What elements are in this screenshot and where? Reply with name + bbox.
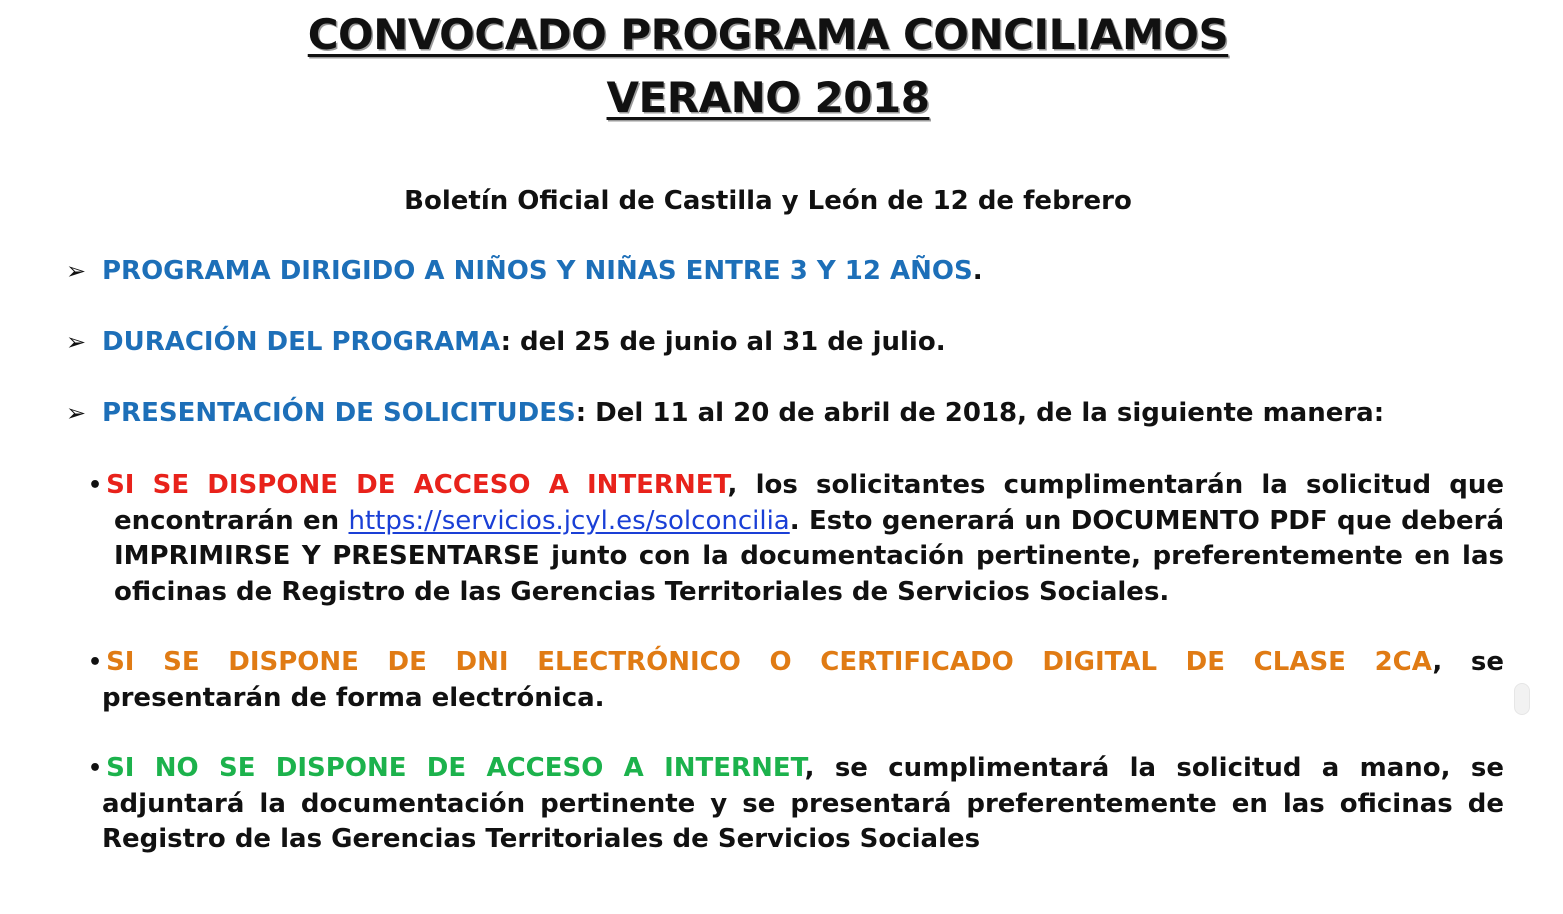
bullet-line [88, 645, 1504, 681]
bullet-line [88, 468, 1504, 504]
bullet-text: presentarán de forma electrónica. [102, 682, 605, 713]
bullet-highlight: SI NO SE DISPONE DE ACCESO A INTERNET [106, 753, 805, 783]
bullet-text: , se cumplimentará la solicitud a mano, se [804, 753, 1504, 783]
bullet-text: , se [1432, 647, 1504, 677]
arrow-item-highlight: DURACIÓN DEL PROGRAMA [102, 327, 501, 357]
arrowhead-bullet-icon: ➢ [66, 399, 87, 427]
arrowhead-bullet-icon: ➢ [66, 328, 87, 356]
bullet-internet-access [88, 468, 1504, 610]
arrow-item-highlight: PRESENTACIÓN DE SOLICITUDES [102, 398, 576, 428]
arrow-item-highlight: PROGRAMA DIRIGIDO A NIÑOS Y NIÑAS ENTRE 3 Y 12 AÑOS [102, 256, 973, 286]
bullet-highlight: SI SE DISPONE DE DNI ELECTRÓNICO O CERTIFICADO DIGITAL DE CLASE 2CA [106, 647, 1433, 677]
document-title-line-2 [0, 73, 1536, 122]
arrow-item-rest: . [972, 256, 983, 286]
bullet-text: IMPRIMIRSE Y PRESENTARSE junto con la documentación pertinente, preferentemente en las [114, 541, 1504, 571]
arrow-item-rest: : Del 11 al 20 de abril de 2018, de la siguiente manera: [575, 398, 1385, 428]
bullet-text: Registro de las Gerencias Territoriales de Servicios Sociales [102, 824, 981, 854]
bullet-text: adjuntará la documentación pertinente y se presentará preferentemente en las oficinas de [102, 788, 1504, 819]
dot-bullet-icon: • [88, 756, 103, 781]
bullet-line [88, 681, 1504, 717]
document-title-line-1 [0, 10, 1536, 59]
document-subtitle: Boletín Oficial de Castilla y León de 12 de febrero [404, 186, 1132, 216]
arrowhead-bullet-icon: ➢ [66, 257, 87, 285]
bullet-line [88, 751, 1504, 787]
bullet-highlight: SI SE DISPONE DE ACCESO A INTERNET [106, 470, 728, 500]
scroll-handle[interactable] [1514, 683, 1530, 715]
dot-bullet-icon: • [88, 473, 103, 498]
dot-bullet-icon: • [88, 650, 103, 675]
bullet-line [88, 787, 1504, 823]
arrow-item-target-age [66, 256, 983, 287]
arrow-item-duration [66, 327, 946, 358]
arrow-item-rest: : del 25 de junio al 31 de julio. [500, 327, 946, 357]
bullet-text: , los solicitantes cumplimentarán la solicitud que [727, 470, 1504, 500]
bullet-electronic-id [88, 645, 1504, 716]
bullet-no-internet [88, 751, 1504, 858]
bullet-line [88, 504, 1504, 540]
bullet-text: oficinas de Registro de las Gerencias Territoriales de Servicios Sociales. [114, 576, 1170, 607]
bullet-text: encontrarán en [114, 505, 349, 536]
bullet-line [88, 539, 1504, 575]
title-text-1: CONVOCADO PROGRAMA CONCILIAMOS [307, 10, 1229, 59]
bullet-line [88, 575, 1504, 611]
title-text-2: VERANO 2018 [606, 73, 930, 122]
arrow-item-applications [66, 398, 1384, 429]
bullet-text: . Esto generará un DOCUMENTO PDF que deberá [789, 505, 1504, 536]
solconcilia-link[interactable]: https://servicios.jcyl.es/solconcilia [348, 505, 790, 536]
bullet-line [88, 822, 1504, 858]
